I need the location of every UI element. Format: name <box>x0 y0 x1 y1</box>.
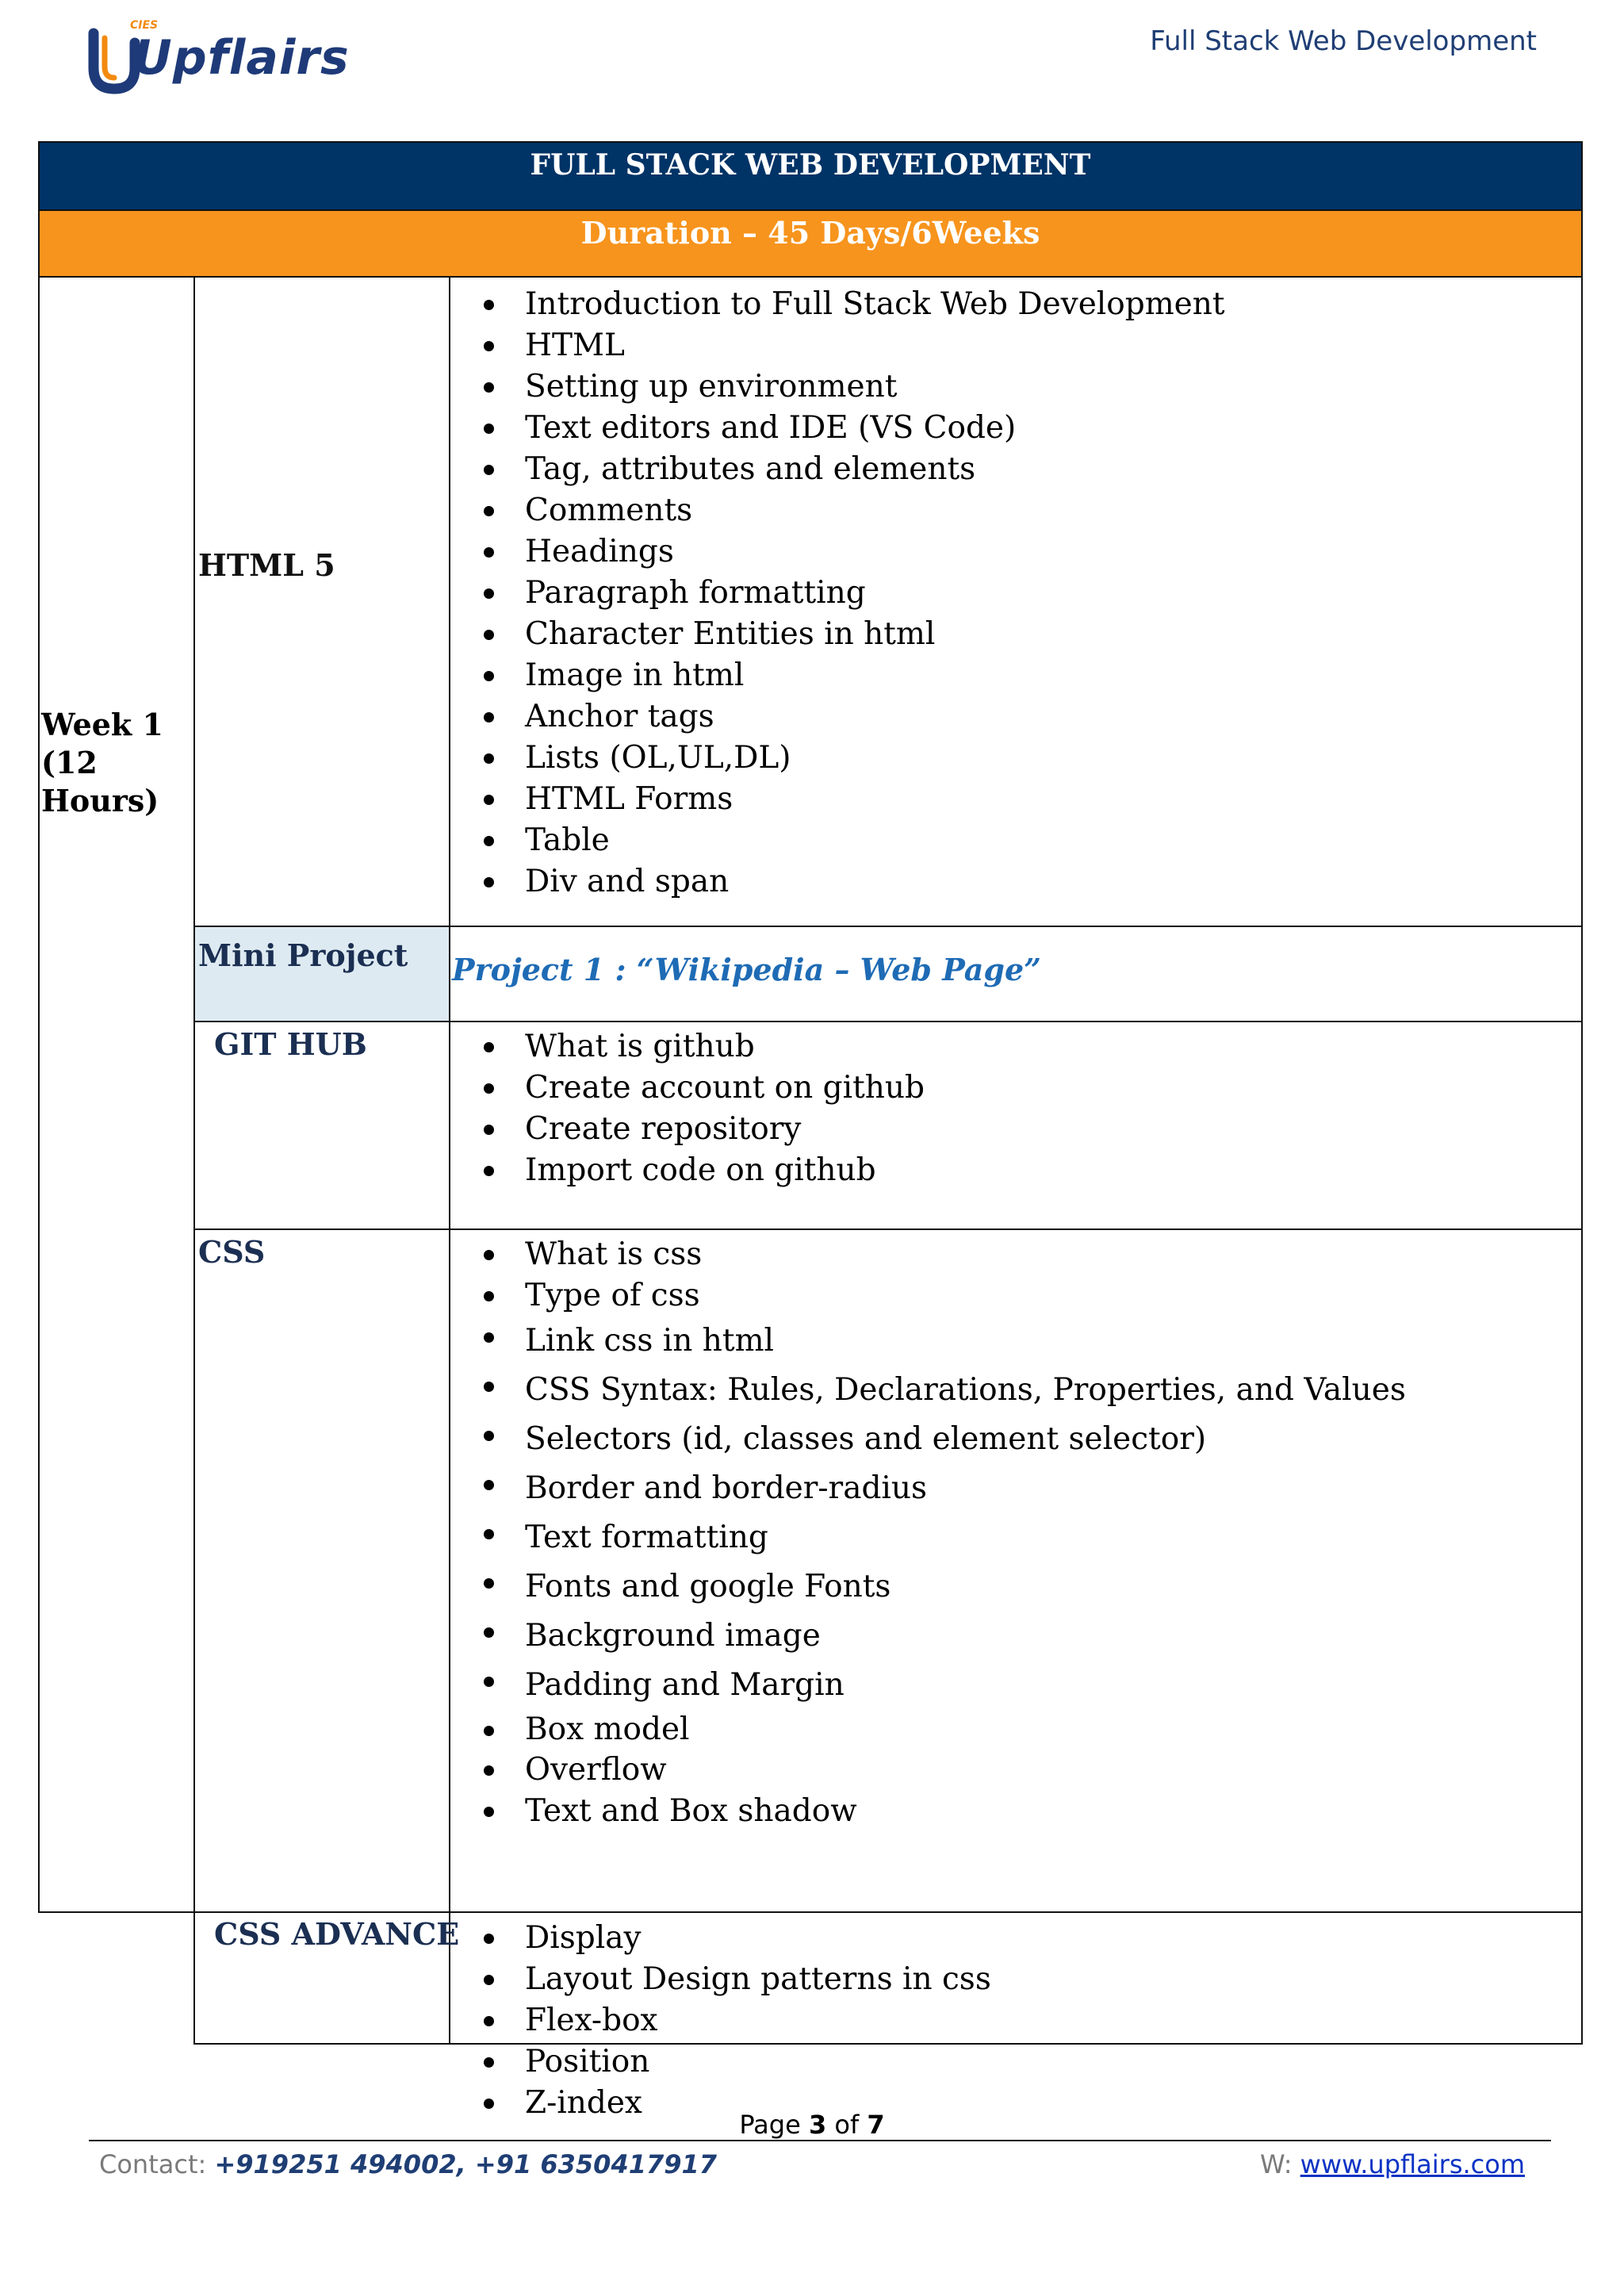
list-item: Create repository <box>482 1109 925 1150</box>
html5-topic-list <box>482 284 1225 903</box>
mini-project-label: Mini Project <box>198 937 408 973</box>
list-item: Link css in html <box>482 1317 1406 1366</box>
topic-github: GIT HUB <box>214 1026 367 1062</box>
list-item: Table <box>482 820 1225 861</box>
footer-website <box>1260 2149 1525 2179</box>
upflairs-logo <box>87 19 349 98</box>
list-item: Type of css <box>482 1275 1406 1317</box>
list-item: Headings <box>482 531 1225 573</box>
css-advance-topic-list <box>482 1918 991 2124</box>
list-item: What is github <box>482 1026 925 1068</box>
website-link[interactable]: www.upflairs.com <box>1300 2149 1525 2179</box>
list-item: CSS Syntax: Rules, Declarations, Properties, and Values <box>482 1366 1406 1415</box>
list-item: Introduction to Full Stack Web Development <box>482 284 1225 325</box>
web-label: W: <box>1259 2149 1300 2179</box>
footer-contact <box>99 2149 717 2179</box>
list-item: Character Entities in html <box>482 614 1225 655</box>
week-1-label: Week 1 (12 Hours) <box>41 707 163 818</box>
footer-divider <box>89 2140 1551 2141</box>
list-item: Div and span <box>482 861 1225 903</box>
topic-html5: HTML 5 <box>198 547 335 583</box>
list-item: Text and Box shadow <box>482 1791 1406 1832</box>
list-item: Fonts and google Fonts <box>482 1562 1406 1612</box>
list-item: Z-index <box>482 2083 991 2124</box>
topic-css: CSS <box>198 1234 266 1270</box>
github-topic-list <box>482 1026 925 1191</box>
list-item: Text formatting <box>482 1513 1406 1562</box>
list-item: Create account on github <box>482 1068 925 1109</box>
list-item: Overflow <box>482 1750 1406 1791</box>
css-topic-list <box>482 1234 1406 1832</box>
list-item: HTML Forms <box>482 779 1225 820</box>
list-item: Box model <box>482 1710 1406 1750</box>
list-item: Position <box>482 2041 991 2083</box>
contact-label: Contact: <box>99 2149 215 2179</box>
syllabus-table <box>38 141 1583 2121</box>
list-item: Comments <box>482 490 1225 531</box>
mini-project-value: Project 1 : “Wikipedia – Web Page” <box>452 952 1042 987</box>
table-banner: FULL STACK WEB DEVELOPMENT <box>38 141 1583 211</box>
contact-phones: +919251 494002, +91 6350417917 <box>214 2149 718 2179</box>
list-item: Text editors and IDE (VS Code) <box>482 408 1225 449</box>
list-item: Border and border-radius <box>482 1464 1406 1513</box>
table-body <box>38 278 1583 2121</box>
list-item: Background image <box>482 1612 1406 1661</box>
header-title: Full Stack Web Development <box>1150 25 1537 57</box>
list-item: HTML <box>482 325 1225 366</box>
list-item: Layout Design patterns in css <box>482 1959 991 2000</box>
list-item: Padding and Margin <box>482 1661 1406 1710</box>
list-item: Paragraph formatting <box>482 573 1225 614</box>
list-item: Display <box>482 1918 991 1959</box>
list-item: Image in html <box>482 655 1225 696</box>
list-item: Lists (OL,UL,DL) <box>482 738 1225 779</box>
list-item: Selectors (id, classes and element selector) <box>482 1415 1406 1464</box>
list-item: Anchor tags <box>482 696 1225 738</box>
duration-row: Duration – 45 Days/6Weeks <box>38 211 1583 278</box>
list-item: Tag, attributes and elements <box>482 449 1225 490</box>
page-number: Page 3 of 7 <box>739 2110 885 2140</box>
list-item: Import code on github <box>482 1150 925 1191</box>
logo-mark: CIES <box>130 19 159 32</box>
list-item: What is css <box>482 1234 1406 1275</box>
topic-css-advance: CSS ADVANCE <box>214 1916 460 1952</box>
list-item: Setting up environment <box>482 366 1225 408</box>
list-item: Flex-box <box>482 2000 991 2041</box>
logo-wordmark: Upflairs <box>133 30 350 86</box>
